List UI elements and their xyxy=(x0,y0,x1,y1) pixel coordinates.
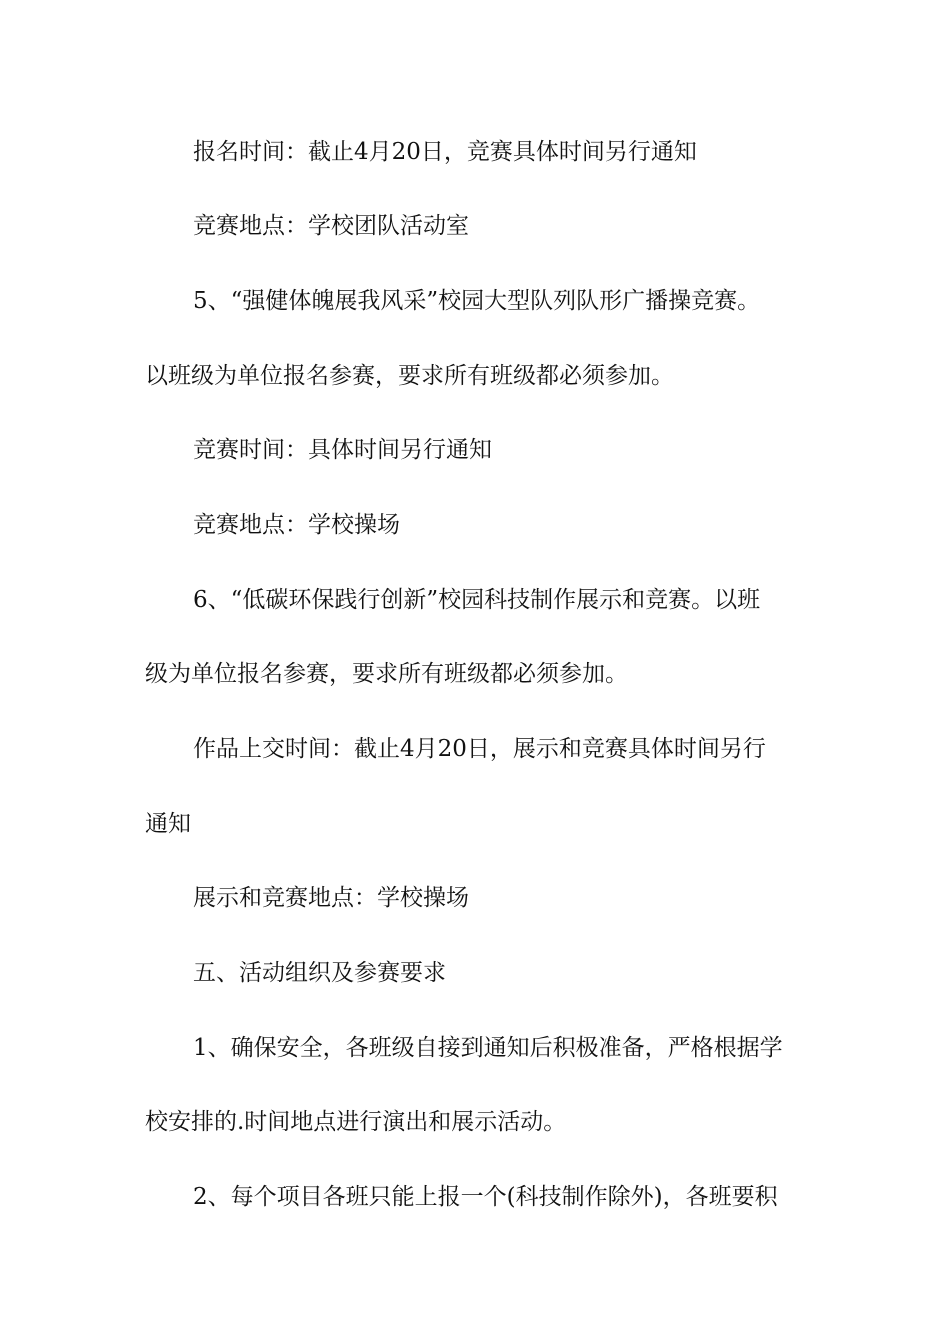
requirement-1-line: 1、确保安全，各班级自接到通知后积极准备，严格根据学 xyxy=(193,1035,783,1061)
venue-line: 竞赛地点：学校团队活动室 xyxy=(193,213,469,239)
competition-time-line: 竞赛时间：具体时间另行通知 xyxy=(193,437,492,463)
section-five-heading: 五、活动组织及参赛要求 xyxy=(193,960,446,986)
item-6-heading: 6、“低碳环保践行创新”校园科技制作展示和竞赛。以班 xyxy=(193,587,761,613)
exhibition-venue-line: 展示和竞赛地点：学校操场 xyxy=(193,885,469,911)
submission-time-continuation: 通知 xyxy=(145,811,191,837)
item-5-heading: 5、“强健体魄展我风采”校园大型队列队形广播操竞赛。 xyxy=(193,288,761,314)
registration-time-line: 报名时间：截止4月20日，竞赛具体时间另行通知 xyxy=(193,139,697,165)
submission-time-line: 作品上交时间：截止4月20日，展示和竞赛具体时间另行 xyxy=(193,736,766,762)
requirement-2-line: 2、每个项目各班只能上报一个(科技制作除外)，各班要积 xyxy=(193,1184,778,1210)
requirement-1-continuation: 校安排的.时间地点进行演出和展示活动。 xyxy=(145,1109,567,1135)
competition-venue-line: 竞赛地点：学校操场 xyxy=(193,512,400,538)
item-6-continuation: 级为单位报名参赛，要求所有班级都必须参加。 xyxy=(145,661,628,687)
item-5-continuation: 以班级为单位报名参赛，要求所有班级都必须参加。 xyxy=(145,363,674,389)
